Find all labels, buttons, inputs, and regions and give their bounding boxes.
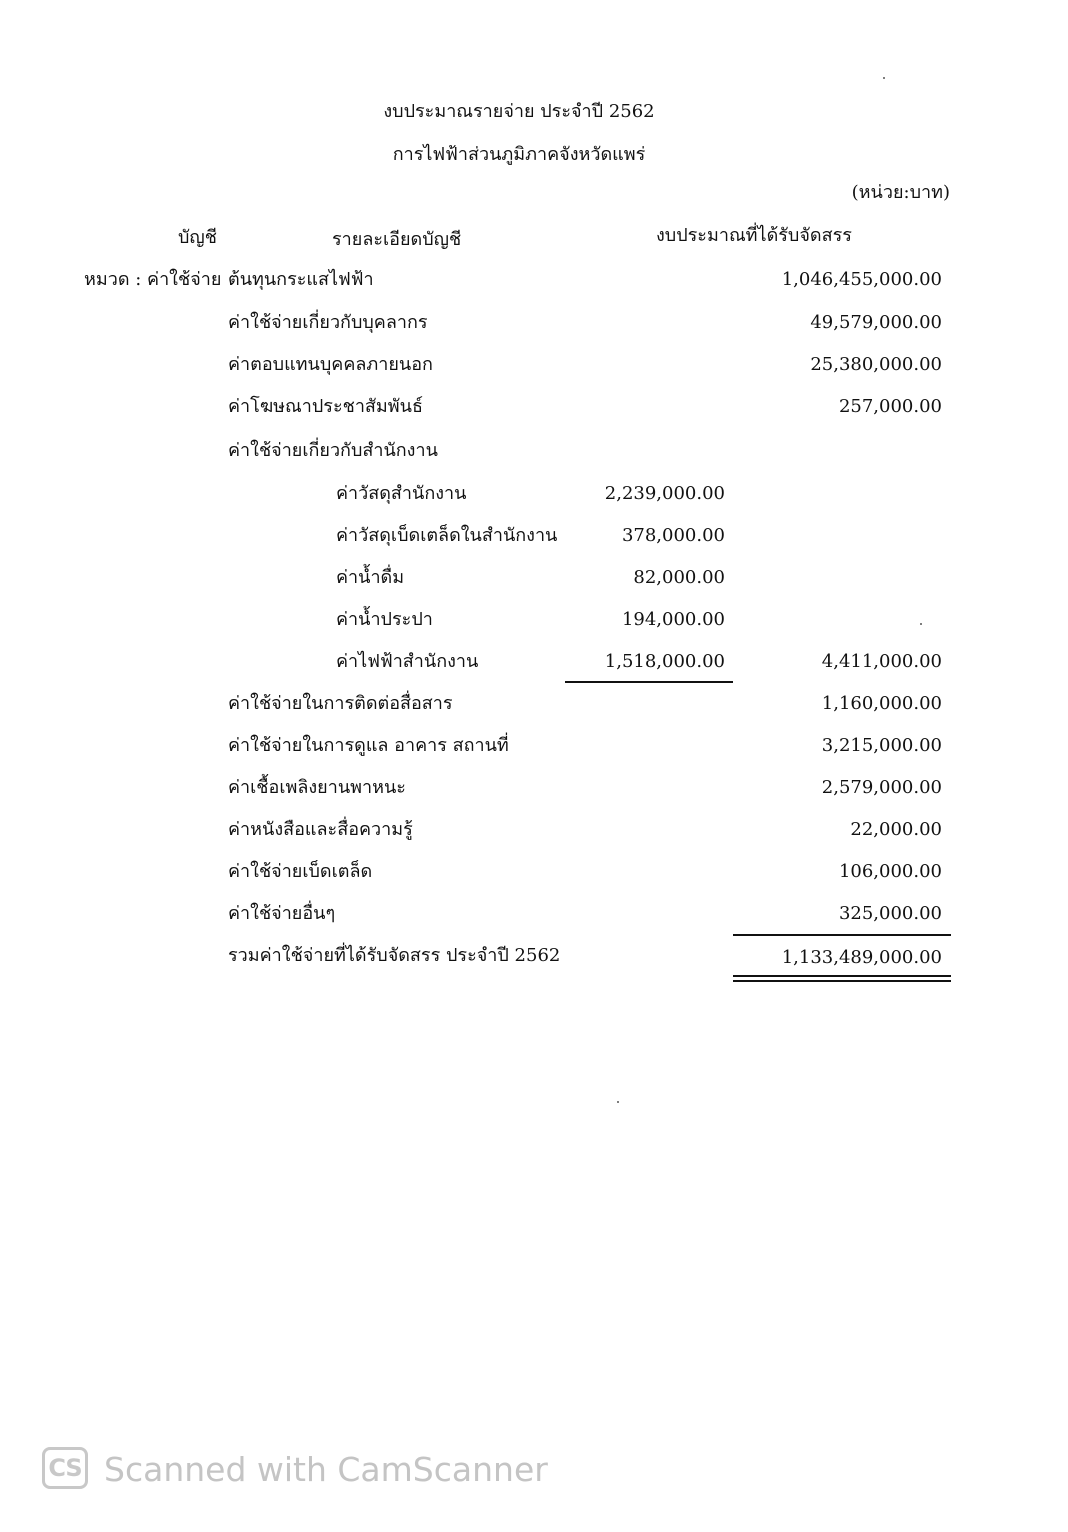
- subitem-label: ค่าน้ำประปา: [336, 609, 433, 630]
- category-first-item: ต้นทุนกระแสไฟฟ้า: [228, 269, 374, 290]
- subitem-amount: 1,518,000.00: [604, 651, 725, 672]
- camscanner-logo-icon: CS: [42, 1447, 88, 1489]
- category-first-amount: 1,046,455,000.00: [781, 269, 942, 290]
- item-label: ค่าใช้จ่ายในการติดต่อสื่อสาร: [228, 693, 453, 714]
- category-label: หมวด : ค่าใช้จ่าย: [84, 269, 222, 290]
- item-amount: 25,380,000.00: [810, 354, 942, 375]
- subtotal-underline: [565, 681, 733, 683]
- document-title: งบประมาณรายจ่าย ประจำปี 2562: [383, 101, 655, 122]
- item-amount: 325,000.00: [838, 903, 942, 924]
- item-label: ค่าใช้จ่ายในการดูแล อาคาร สถานที่: [228, 735, 509, 756]
- camscanner-watermark: Scanned with CamScanner: [104, 1450, 548, 1489]
- total-amount: 1,133,489,000.00: [781, 947, 942, 968]
- scan-speck: [920, 623, 922, 625]
- item-amount: 49,579,000.00: [810, 312, 942, 333]
- item-amount: 257,000.00: [838, 396, 942, 417]
- item-amount: 22,000.00: [850, 819, 942, 840]
- total-overline: [733, 934, 951, 936]
- subitem-amount: 2,239,000.00: [604, 483, 725, 504]
- total-double-underline-top: [733, 975, 951, 977]
- header-account: บัญชี: [178, 227, 217, 248]
- subitem-amount: 378,000.00: [621, 525, 725, 546]
- unit-note: (หน่วย:บาท): [851, 182, 950, 203]
- item-label: ค่าใช้จ่ายเกี่ยวกับบุคลากร: [228, 312, 428, 333]
- total-double-underline-bottom: [733, 980, 951, 982]
- item-amount: 3,215,000.00: [821, 735, 942, 756]
- total-label: รวมค่าใช้จ่ายที่ได้รับจัดสรร ประจำปี 2562: [228, 945, 561, 966]
- document-subtitle: การไฟฟ้าส่วนภูมิภาคจังหวัดแพร่: [392, 144, 646, 165]
- subitem-label: ค่าวัสดุเบ็ดเตล็ดในสำนักงาน: [336, 525, 558, 546]
- item-label: ค่าโฆษณาประชาสัมพันธ์: [228, 396, 423, 417]
- subitem-label: ค่าวัสดุสำนักงาน: [336, 483, 467, 504]
- item-label: ค่าเชื้อเพลิงยานพาหนะ: [228, 777, 406, 798]
- subitem-label: ค่าน้ำดื่ม: [336, 567, 405, 588]
- scan-speck: [883, 77, 885, 79]
- subitem-label: ค่าไฟฟ้าสำนักงาน: [336, 651, 479, 672]
- scan-speck: [617, 1101, 619, 1103]
- item-amount: 1,160,000.00: [821, 693, 942, 714]
- subitem-amount: 82,000.00: [633, 567, 725, 588]
- office-total-amount: 4,411,000.00: [821, 651, 942, 672]
- header-detail: รายละเอียดบัญชี: [332, 229, 462, 250]
- item-label: ค่าหนังสือและสื่อความรู้: [228, 819, 413, 840]
- item-label: ค่าใช้จ่ายอื่นๆ: [228, 903, 336, 924]
- item-amount: 2,579,000.00: [821, 777, 942, 798]
- subitem-amount: 194,000.00: [621, 609, 725, 630]
- item-label: ค่าใช้จ่ายเบ็ดเตล็ด: [228, 861, 373, 882]
- header-budget: งบประมาณที่ได้รับจัดสรร: [656, 225, 852, 246]
- item-label: ค่าใช้จ่ายเกี่ยวกับสำนักงาน: [228, 440, 438, 461]
- item-label: ค่าตอบแทนบุคคลภายนอก: [228, 354, 433, 375]
- item-amount: 106,000.00: [838, 861, 942, 882]
